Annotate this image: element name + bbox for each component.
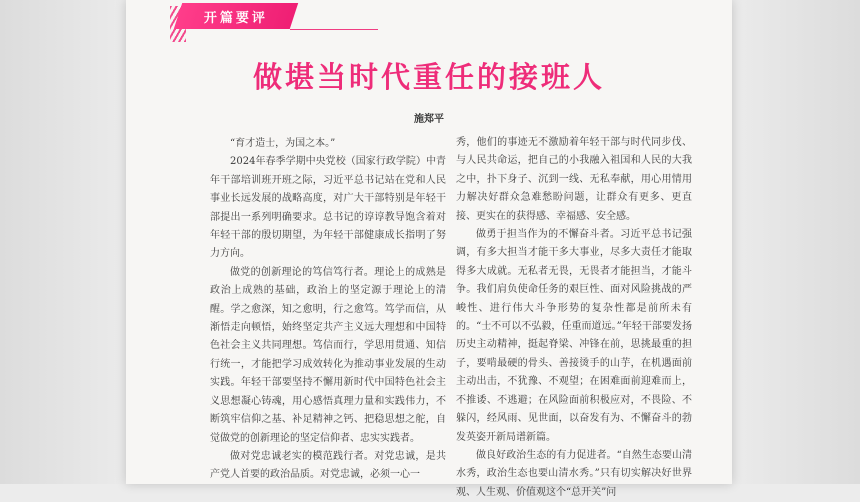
background-right xyxy=(732,0,860,484)
section-tag-label: 开篇要评 xyxy=(203,10,268,26)
paragraph: 做勇于担当作为的不懈奋斗者。习近平总书记强调，有多大担当才能干多大事业，尽多大责任才能取得多大成就。无私者无畏，无畏者才能担当，才能斗争。我们肩负使命任务的艰巨性、面对风险挑战的严峻性、进行伟大斗争形势的复杂性都是前所未有的。“士不可以不弘毅，任重而道远。”年轻干部要发扬历史主动精神，挺起脊梁、冲锋在前，思挑最重的担子，要啃最硬的骨头、善接烫手的山芋，在机遇面前主动出击，不犹豫、不观望；在困难面前迎难而上，不推诿、不逃避；在风险面前积极应对，不畏险、不躲闪，经风雨、见世面，以奋发有为、不懈奋斗的勃发英姿开新局谱新篇。 xyxy=(456,229,692,443)
section-tag xyxy=(174,3,298,29)
left-column xyxy=(210,135,446,485)
tag-underline xyxy=(290,29,378,30)
right-column xyxy=(456,134,692,502)
paragraph: 做良好政治生态的有力促进者。“自然生态要山清水秀，政治生态也要山清水秀。”只有切实解决好世界观、人生观、价值观这个“总开关”问 xyxy=(456,449,692,498)
background-left xyxy=(0,0,128,484)
magazine-page xyxy=(126,0,732,498)
paragraph: 做党的创新理论的笃信笃行者。理论上的成熟是政治上成熟的基础，政治上的坚定源于理论上的清醒。学之愈深，知之愈明，行之愈笃。笃学而信，从渐悟走向顿悟，始终坚定共产主义远大理想和中国特色社会主义共同理想。笃信而行，学思用贯通、知信行统一，才能把学习成效转化为推动事业发展的生动实践。年轻干部要坚持不懈用新时代中国特色社会主义思想凝心铸魂，用心感悟真理力量和实践伟力，不断筑牢信仰之基、补足精神之钙、把稳思想之舵，自觉做党的创新理论的坚定信仰者、忠实实践者。 xyxy=(210,266,446,444)
paragraph: 秀，他们的事迹无不激励着年轻干部与时代同步伐、与人民共命运，把自己的小我融入祖国和人民的大我之中，扑下身子、沉到一线、无私奉献，用心用情用力解决好群众急难愁盼问题，让群众有更多、更直接、更实在的获得感、幸福感、安全感。 xyxy=(456,137,692,222)
article-author: 施郑平 xyxy=(414,114,444,125)
paragraph: 做对党忠诚老实的模范践行者。对党忠诚，是共产党人首要的政治品质。对党忠诚，必须一心一 xyxy=(210,450,446,481)
paragraph: “育才造士，为国之本。” xyxy=(230,138,336,149)
paragraph: 2024年春季学期中央党校（国家行政学院）中青年干部培训班开班之际，习近平总书记站在党和人民事业长远发展的战略高度，对广大干部特别是年轻干部提出一系列明确要求。总书记的谆谆教导饱含着对年轻干部的殷切期望，为年轻干部健康成长指明了努力方向。 xyxy=(210,156,446,260)
article-title: 做堪当时代重任的接班人 xyxy=(252,60,605,94)
